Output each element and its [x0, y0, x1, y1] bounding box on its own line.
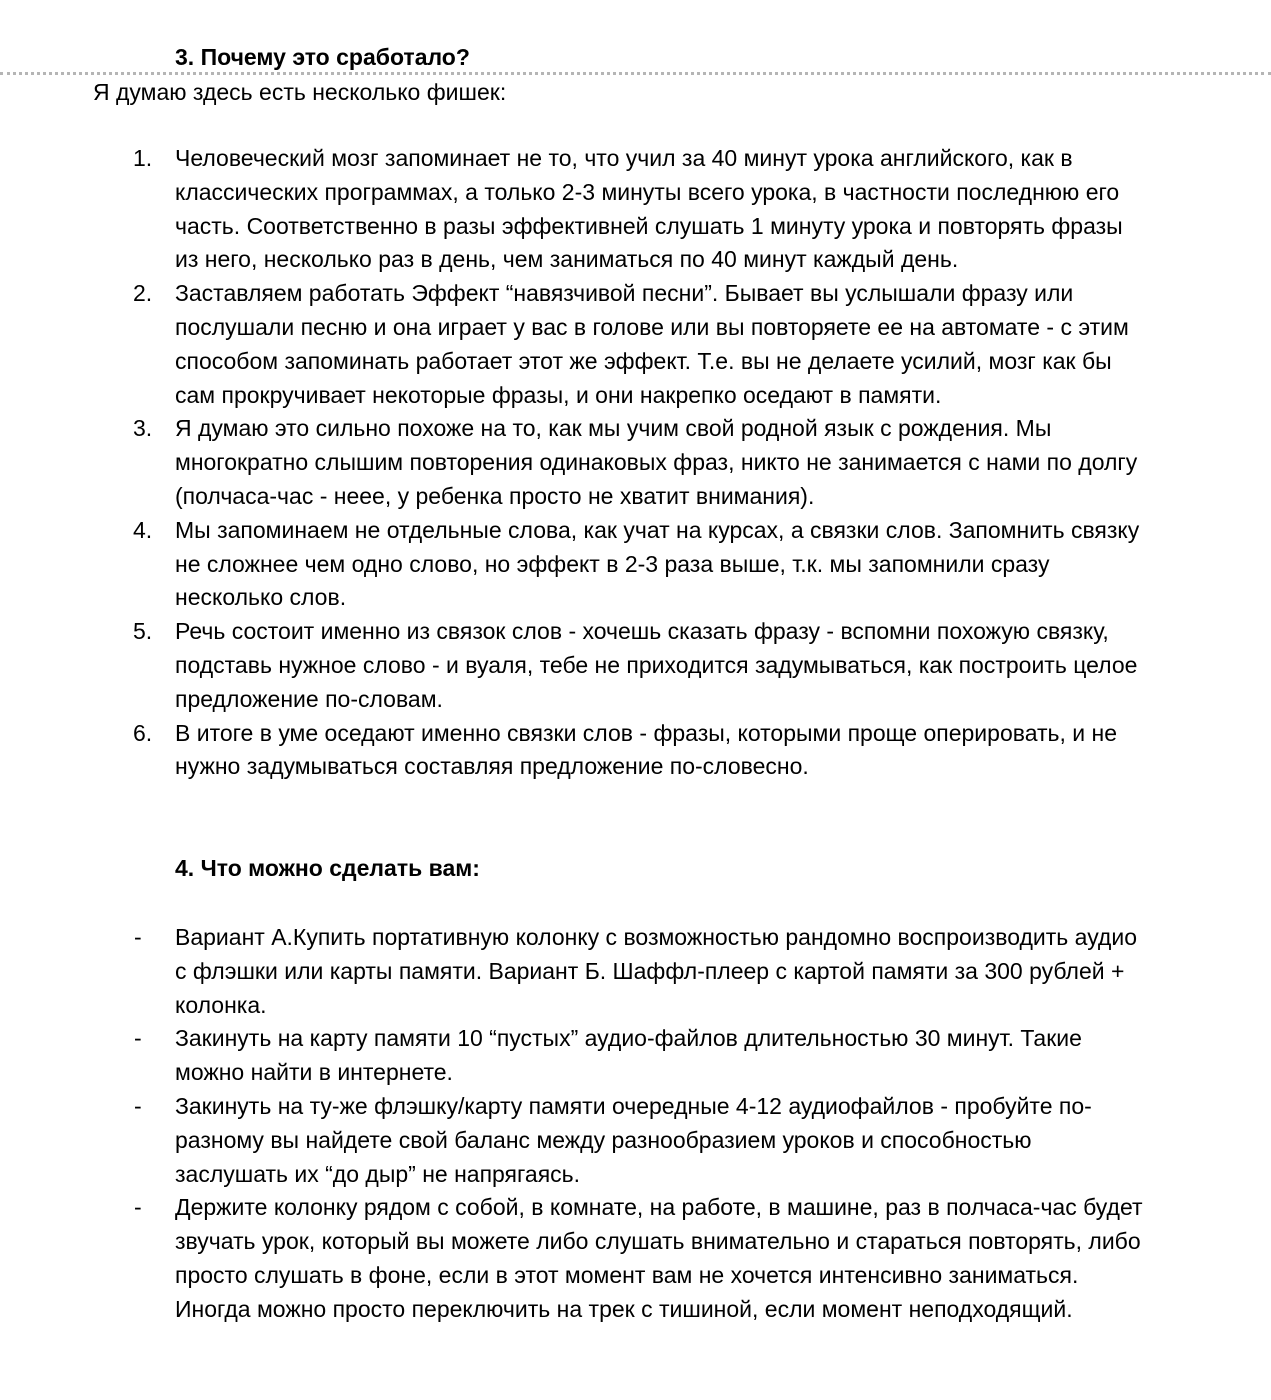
section-heading-what-you-can-do: 4. Что можно сделать вам: — [175, 855, 480, 881]
list-item-text: Держите колонку рядом с собой, в комнате, на работе, в машине, раз в полчаса-час будет звучать урок, который вы можете либо слушать внимательно и стараться повторять, либо просто слушать в фоне, если в этот момент вам не хочется интенсивно заниматься. Иногда можно просто переключить на трек с тишиной, если момент неподходящий. — [175, 1194, 1143, 1322]
list-item-text: Речь состоит именно из связок слов - хочешь сказать фразу - вспомни похожую связку, подставь нужное слово - и вуаля, тебе не приходится задумываться, как построить целое предложение по-словам. — [175, 618, 1138, 712]
list-item-text: Человеческий мозг запоминает не то, что учил за 40 минут урока английского, как в классических программах, а только 2-3 минуты всего урока, в частности последнюю его часть. Соответственно в разы эффективней слушать 1 минуту урока и повторять фразы из него, несколько раз в день, чем заниматься по 40 минут каждый день. — [175, 145, 1123, 273]
list-number: 1. — [133, 145, 153, 171]
list-item-text: Я думаю это сильно похоже на то, как мы учим свой родной язык с рождения. Мы многократно слышим повторения одинаковых фраз, никто не занимается с нами по долгу (полчаса-час - неее, у ребенка просто не хватит внимания). — [175, 415, 1138, 509]
list-number: 4. — [133, 516, 153, 543]
list-item-text: Заставляем работать Эффект “навязчивой песни”. Бывает вы услышали фразу или послушали песню и она играет у вас в голове или вы повторяете ее на автомате - с этим способом запоминать работает этот же эффект. Т.е. вы не делаете усилий, мозг как бы сам прокручивает некоторые фразы, и они накрепко оседают в памяти. — [175, 280, 1129, 408]
list-item — [0, 1090, 1145, 1191]
list-number: 6. — [133, 719, 153, 746]
list-item — [0, 615, 1145, 716]
dash-actions-list — [0, 921, 1145, 1327]
list-item-text: Закинуть на ту-же флэшку/карту памяти очередные 4-12 аудиофайлов - пробуйте по-разному вы найдете свой баланс между разнообразием уроков и способностью заслушать их “до дыр” не напрягаясь. — [175, 1092, 1092, 1187]
list-item-text: Мы запоминаем не отдельные слова, как учат на курсах, а связки слов. Запомнить связку не сложнее чем одно слово, но эффект в 2-3 раза выше, т.к. мы запомнили сразу несколько слов. — [175, 516, 1140, 611]
list-item — [0, 277, 1145, 412]
dash-bullet-icon: - — [134, 1194, 142, 1221]
dash-bullet-icon: - — [134, 1025, 142, 1052]
list-item-text: Вариант А.Купить портативную колонку с возможностью рандомно воспроизводить аудио с флэшки или карты памяти. Вариант Б. Шаффл-плеер с картой памяти за 300 рублей + колонка. — [175, 924, 1137, 1018]
list-item-text: Закинуть на карту памяти 10 “пустых” аудио-файлов длительностью 30 минут. Такие можно найти в интернете. — [175, 1025, 1082, 1086]
list-item — [0, 412, 1145, 513]
dash-bullet-icon: - — [134, 924, 142, 950]
section-intro-text: Я думаю здесь есть несколько фишек: — [93, 79, 507, 105]
dash-bullet-icon: - — [134, 1092, 142, 1119]
list-number: 5. — [133, 618, 153, 645]
list-number: 2. — [133, 280, 153, 307]
list-item-text: В итоге в уме оседают именно связки слов - фразы, которыми проще оперировать, и не нужно задумываться составляя предложение по-словесно. — [175, 719, 1118, 780]
numbered-reasons-list — [0, 142, 1145, 784]
list-item — [0, 1022, 1145, 1090]
list-item — [0, 717, 1145, 785]
list-number: 3. — [133, 415, 153, 442]
list-item — [0, 921, 1145, 1022]
page-break-divider — [0, 72, 1271, 75]
list-item — [0, 142, 1145, 277]
list-item — [0, 514, 1145, 615]
section-heading-why-it-worked: 3. Почему это сработало? — [175, 44, 470, 70]
list-item — [0, 1191, 1145, 1326]
